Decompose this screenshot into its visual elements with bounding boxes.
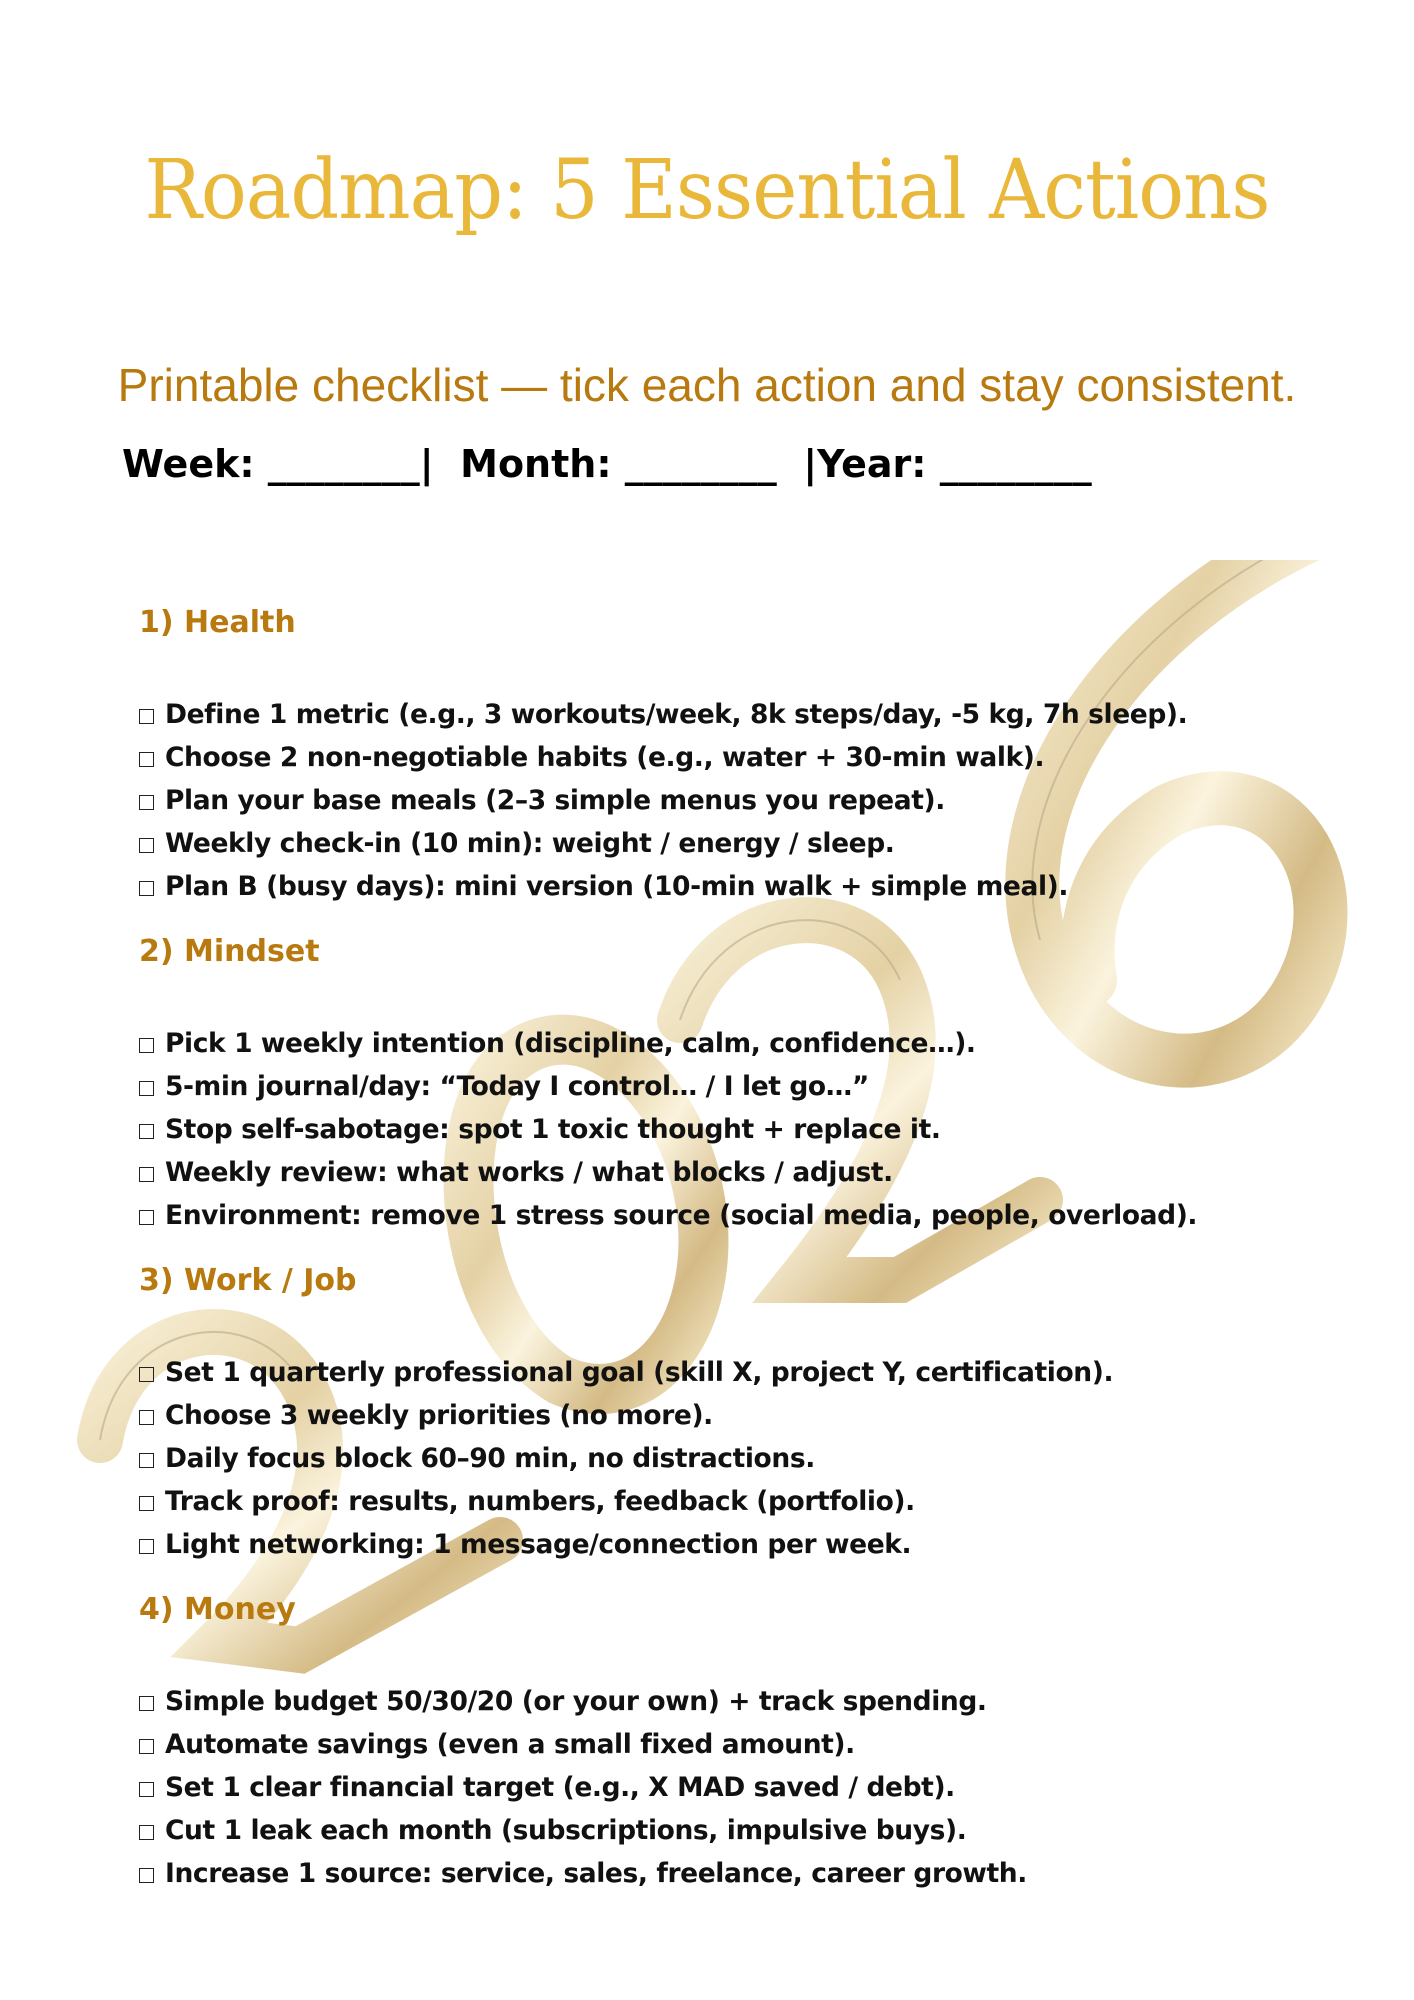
page-title: Roadmap: 5 Essential Actions <box>144 143 1270 238</box>
item-label: Pick 1 weekly intention (discipline, calm, confidence…). <box>165 1028 976 1059</box>
checkbox-icon[interactable] <box>139 1453 154 1468</box>
checkbox-icon[interactable] <box>139 709 154 724</box>
checkbox-icon[interactable] <box>139 1539 154 1554</box>
section-heading: 1) Health <box>139 605 296 640</box>
checkbox-icon[interactable] <box>139 1167 154 1182</box>
checkbox-icon[interactable] <box>139 1210 154 1225</box>
checklist-item[interactable] <box>139 1022 1319 1065</box>
checklist-item[interactable] <box>139 1394 1319 1437</box>
item-label: Weekly review: what works / what blocks / adjust. <box>165 1157 893 1188</box>
checklist-item[interactable] <box>139 1151 1319 1194</box>
checklist-item[interactable] <box>139 1108 1319 1151</box>
item-label: Increase 1 source: service, sales, freelance, career growth. <box>165 1858 1027 1889</box>
checklist-item[interactable] <box>139 1723 1319 1766</box>
section-work <box>139 1263 1319 1566</box>
checklist-item[interactable] <box>139 1809 1319 1852</box>
item-label: Set 1 clear financial target (e.g., X MAD saved / debt). <box>165 1772 955 1803</box>
item-label: Track proof: results, numbers, feedback (portfolio). <box>165 1486 915 1517</box>
checklist-item[interactable] <box>139 865 1319 908</box>
item-label: Cut 1 leak each month (subscriptions, impulsive buys). <box>165 1815 967 1846</box>
page-subtitle: Printable checklist — tick each action and stay consistent. <box>117 359 1297 411</box>
checklist-item[interactable] <box>139 1065 1319 1108</box>
checkbox-icon[interactable] <box>139 1124 154 1139</box>
item-label: Stop self-sabotage: spot 1 toxic thought + replace it. <box>165 1114 941 1145</box>
section-money <box>139 1592 1319 1895</box>
item-label: Plan B (busy days): mini version (10-min walk + simple meal). <box>165 871 1069 902</box>
item-label: Set 1 quarterly professional goal (skill X, project Y, certification). <box>165 1357 1114 1388</box>
checkbox-icon[interactable] <box>139 881 154 896</box>
section-mindset <box>139 934 1319 1237</box>
checkbox-icon[interactable] <box>139 1496 154 1511</box>
checkbox-icon[interactable] <box>139 1782 154 1797</box>
checklist-item[interactable] <box>139 1480 1319 1523</box>
item-label: Define 1 metric (e.g., 3 workouts/week, 8k steps/day, -5 kg, 7h sleep). <box>165 699 1188 730</box>
checkbox-icon[interactable] <box>139 1825 154 1840</box>
checklist-item[interactable] <box>139 1351 1319 1394</box>
checkbox-icon[interactable] <box>139 1081 154 1096</box>
checklist-item[interactable] <box>139 779 1319 822</box>
checkbox-icon[interactable] <box>139 1696 154 1711</box>
checkbox-icon[interactable] <box>139 1739 154 1754</box>
checklist-item[interactable] <box>139 693 1319 736</box>
section-health <box>139 605 1319 908</box>
item-label: Choose 3 weekly priorities (no more). <box>165 1400 713 1431</box>
checkbox-icon[interactable] <box>139 1367 154 1382</box>
checklist-item[interactable] <box>139 822 1319 865</box>
item-label: 5-min journal/day: “Today I control… / I let go…” <box>165 1071 869 1102</box>
item-label: Automate savings (even a small fixed amount). <box>165 1729 855 1760</box>
checklist-item[interactable] <box>139 1680 1319 1723</box>
checkbox-icon[interactable] <box>139 838 154 853</box>
checkbox-icon[interactable] <box>139 795 154 810</box>
section-heading: 2) Mindset <box>139 934 320 969</box>
item-label: Weekly check-in (10 min): weight / energy / sleep. <box>165 828 895 859</box>
checklist-item[interactable] <box>139 1437 1319 1480</box>
checklist-item[interactable] <box>139 1194 1319 1237</box>
item-label: Simple budget 50/30/20 (or your own) + track spending. <box>165 1686 987 1717</box>
item-label: Environment: remove 1 stress source (social media, people, overload). <box>165 1200 1198 1231</box>
item-label: Choose 2 non-negotiable habits (e.g., water + 30-min walk). <box>165 742 1045 773</box>
checkbox-icon[interactable] <box>139 1868 154 1883</box>
section-heading: 3) Work / Job <box>139 1263 357 1298</box>
checkbox-icon[interactable] <box>139 752 154 767</box>
date-fields-line[interactable]: Week: ________| Month: ________ |Year: ________ <box>122 442 1092 486</box>
checklist-item[interactable] <box>139 1523 1319 1566</box>
item-label: Light networking: 1 message/connection per week. <box>165 1529 912 1560</box>
checkbox-icon[interactable] <box>139 1038 154 1053</box>
checklist-item[interactable] <box>139 736 1319 779</box>
checklist-content <box>139 605 1319 1895</box>
checkbox-icon[interactable] <box>139 1410 154 1425</box>
item-label: Daily focus block 60–90 min, no distractions. <box>165 1443 815 1474</box>
checklist-item[interactable] <box>139 1766 1319 1809</box>
checklist-item[interactable] <box>139 1852 1319 1895</box>
section-heading: 4) Money <box>139 1592 296 1627</box>
item-label: Plan your base meals (2–3 simple menus you repeat). <box>165 785 945 816</box>
